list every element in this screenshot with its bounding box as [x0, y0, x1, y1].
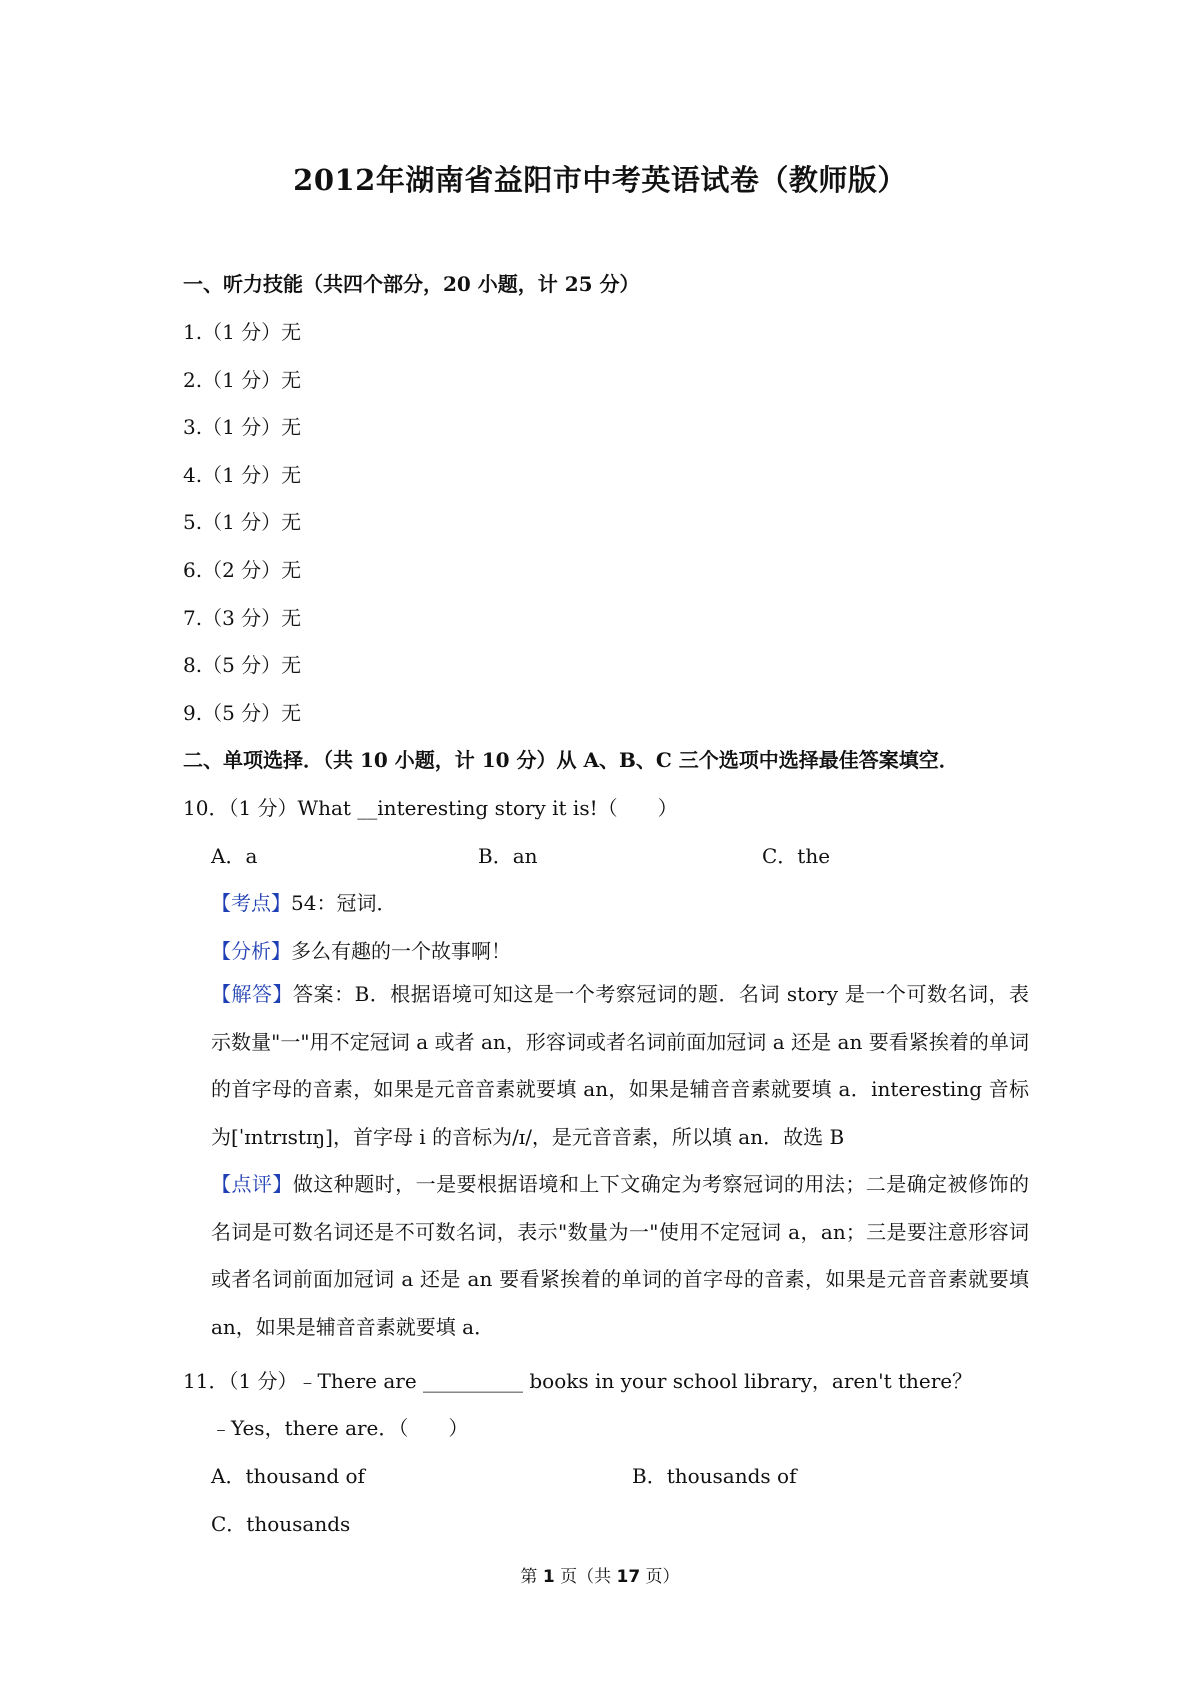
kaodian-line [211, 887, 396, 916]
page-footer [0, 1562, 1200, 1587]
option-b: B．thousands of [632, 1464, 797, 1488]
question-item: 7.（3 分）无 [183, 606, 302, 630]
question-item: 5.（1 分）无 [183, 510, 302, 534]
jieda-text: 答案：B．根据语境可知这是一个考察冠词的题．名词 story 是一个可数名词，表示数量"一"用不定冠词 a 或者 an，形容词或者名词前面加冠词 a 还是 an 要看紧挨着的单词的首字母的音素，如果是元音音素就要填 an，如果是辅音音素就要填 a．interesting 音标为[ˈɪntrɪstɪŋ]，首字母 i 的音标为/ɪ/，是元音音素，所以填 an．故选 B [211, 982, 1029, 1149]
question-11-reply: ﹣Yes，there are．（ ） [211, 1416, 469, 1440]
fenxi-line [211, 935, 511, 964]
section-heading-single-choice: 二、单项选择．（共 10 小题，计 10 分）从 A、B、C 三个选项中选择最佳答案填空． [183, 748, 959, 772]
kaodian-tag: 【考点】 [211, 891, 291, 915]
question-item: 6.（2 分）无 [183, 558, 302, 582]
question-11-stem: 11．（1 分）﹣There are __________ books in your school library，aren't there？ [183, 1369, 973, 1393]
option-c: C．the [762, 844, 831, 868]
question-item: 8.（5 分）无 [183, 653, 302, 677]
question-item: 4.（1 分）无 [183, 463, 302, 487]
question-item: 3.（1 分）无 [183, 415, 302, 439]
footer-total-pages: 17 [616, 1567, 641, 1587]
kaodian-text: 54：冠词． [291, 891, 397, 915]
footer-suffix: 页） [640, 1567, 680, 1587]
dianping-text: 做这种题时，一是要根据语境和上下文确定为考察冠词的用法；二是确定被修饰的名词是可数名词还是不可数名词，表示"数量为一"使用不定冠词 a，an；三是要注意形容词或者名词前面加冠词 a 还是 an 要看紧挨着的单词的首字母的音素，如果是元音音素就要填 an，如果是辅音音素就要填 a． [211, 1172, 1029, 1339]
footer-page-number: 1 [542, 1567, 555, 1587]
dianping-paragraph [211, 1161, 1029, 1351]
footer-middle: 页（共 [554, 1567, 617, 1587]
fenxi-tag: 【分析】 [211, 939, 291, 963]
option-b: B．an [478, 844, 538, 868]
question-item: 9.（5 分）无 [183, 701, 302, 725]
question-item: 1.（1 分）无 [183, 320, 302, 344]
question-item: 2.（1 分）无 [183, 368, 302, 392]
fenxi-text: 多么有趣的一个故事啊！ [291, 939, 511, 963]
question-10-stem: 10．（1 分）What __interesting story it is!（ ） [183, 796, 678, 820]
jieda-paragraph [211, 971, 1029, 1161]
jieda-tag: 【解答】 [211, 982, 294, 1006]
page-title: 2012年湖南省益阳市中考英语试卷（教师版） [293, 163, 907, 197]
dianping-tag: 【点评】 [211, 1172, 293, 1196]
option-c: C．thousands [211, 1512, 351, 1536]
option-a: A．a [211, 844, 258, 868]
option-a: A．thousand of [211, 1464, 365, 1488]
footer-prefix: 第 [520, 1567, 543, 1587]
section-heading-listening: 一、听力技能（共四个部分，20 小题，计 25 分） [183, 272, 640, 296]
